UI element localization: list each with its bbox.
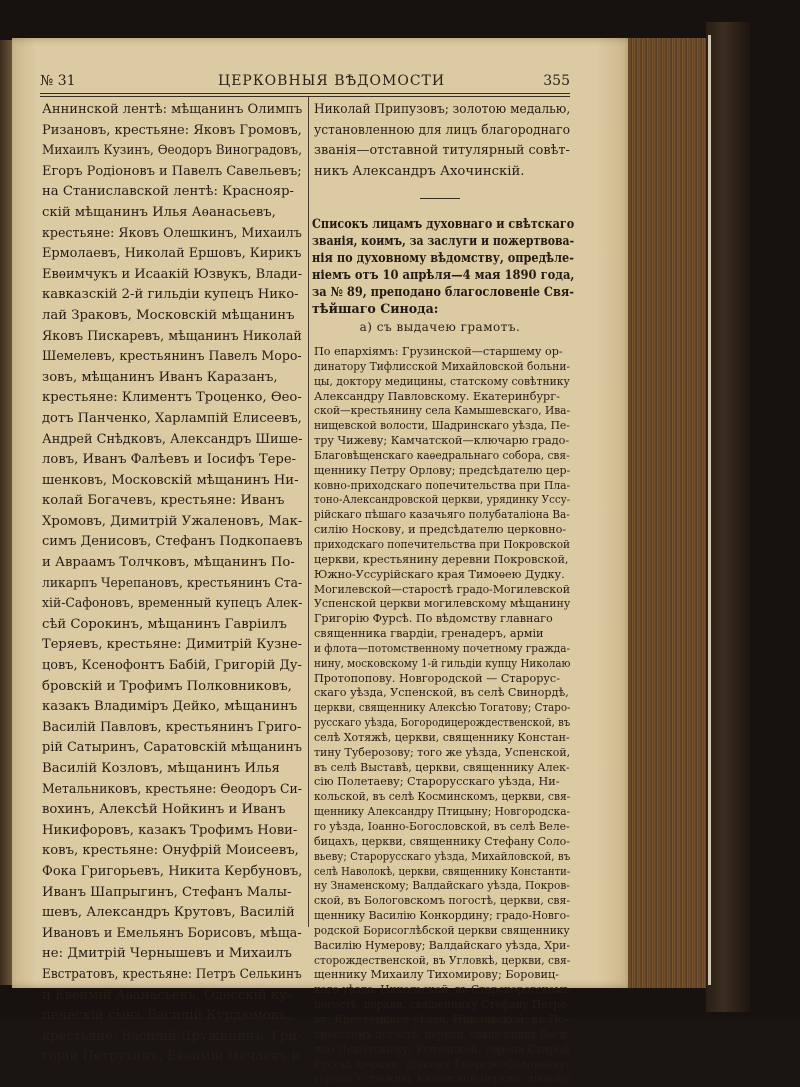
text-line: Южно-Уссурійскаго края Тимоѳею Дудку. bbox=[314, 567, 565, 581]
text-line: ковно-приходскаго попечительства при Пла- bbox=[314, 478, 571, 492]
text-line: селѣ Хотяжѣ, церкви, священнику Констан- bbox=[314, 730, 570, 744]
text-line: лію Левочскому; Успенской, города Старой bbox=[314, 1042, 570, 1056]
left-column bbox=[42, 100, 302, 1068]
text-line: Успенской церкви могилевскому мѣщанину bbox=[314, 597, 571, 611]
column-divider bbox=[308, 97, 309, 927]
text-line: погостѣ, церкви, священнику Стефану Петро- bbox=[314, 998, 570, 1012]
text-line: симъ Денисовъ, Стефанъ Подкопаевъ bbox=[42, 534, 303, 550]
text-line: Иванъ Шапрыгинъ, Стефанъ Малы- bbox=[42, 884, 292, 900]
text-line: каго уѣзда, Никольской, въ Старскорогскомъ bbox=[314, 983, 570, 997]
text-line: тру Чижеву; Камчатской—ключарю градо- bbox=[314, 434, 570, 448]
subheading: а) съ выдачею грамотъ. bbox=[359, 320, 521, 334]
text-line: Хромовъ, Димитрій Ужаленовъ, Мак- bbox=[42, 513, 302, 529]
text-line: Шемелевъ, крестьянинъ Павелъ Моро- bbox=[42, 349, 302, 365]
text-line: церкви, крестьянину деревни Покровской, bbox=[314, 552, 569, 566]
text-line: въ селѣ Выставѣ, церкви, священнику Алек- bbox=[314, 760, 570, 774]
text-line: щеннику Петру Орлову; предсѣдателю цер- bbox=[314, 463, 570, 477]
cover-highlight bbox=[708, 35, 711, 985]
text-line: тѣйшаго Синода: bbox=[312, 301, 439, 316]
text-line: тоно-Александровской церкви, урядинку Уссу- bbox=[314, 493, 571, 507]
text-line: ну Знаменскому; Валдайскаго уѣзда, Покров- bbox=[314, 879, 570, 893]
text-line: вьеву; Старорусскаго уѣзда, Михайловской, въ bbox=[314, 849, 571, 863]
text-line: вохинъ, Алексѣй Нойкинъ и Иванъ bbox=[42, 802, 286, 818]
text-line: не: Дмитрій Чернышевъ и Михаилъ bbox=[42, 946, 292, 962]
text-line: сторождественской, въ Угловкѣ, церкви, свя- bbox=[314, 953, 570, 967]
text-line: сѣй Сорокинъ, мѣщанинъ Гавріилъ bbox=[42, 616, 287, 632]
page-edges bbox=[628, 38, 710, 988]
text-line: дотъ Панченко, Харлампій Елисеевъ, bbox=[42, 410, 302, 426]
text-line: нину, московскому 1-й гильдіи купцу Николаю bbox=[314, 656, 571, 670]
text-line: динатору Тифлисской Михайловской больни- bbox=[314, 359, 570, 373]
right-column-body bbox=[314, 345, 570, 1087]
text-line: Руссы, церкви, діакону Георгію Соловьеву; bbox=[314, 1057, 570, 1071]
text-line: По епархіямъ: Грузинской—старшему ор- bbox=[314, 345, 563, 358]
text-line: приходскаго попечительства при Покровской bbox=[314, 537, 571, 551]
text-line: шенковъ, Московскій мѣщанинъ Ни- bbox=[42, 472, 299, 488]
text-line: бицахъ, церкви, священнику Стефану Соло- bbox=[314, 834, 570, 848]
text-line: ской—крестьянину села Камышевскаго, Ива- bbox=[314, 404, 570, 418]
text-line: Василію Нумерову; Валдайскаго уѣзда, Хри- bbox=[314, 938, 571, 952]
text-line: Яковъ Пискаревъ, мѣщанинъ Николай bbox=[42, 328, 302, 344]
text-line: ву; Крестецкаго уѣзда, Никольской, въ По- bbox=[314, 1012, 569, 1026]
section-rule bbox=[420, 198, 460, 199]
right-column-top bbox=[314, 100, 570, 182]
text-line: крестьяне: Василій Дружининъ, Гри- bbox=[42, 1028, 302, 1044]
text-line: Ивановъ и Емельянъ Борисовъ, мѣща- bbox=[42, 925, 302, 941]
journal-title: ЦЕРКОВНЫЯ ВѢДОМОСТИ bbox=[218, 73, 446, 89]
text-line: города Устюжны, Казанской церкви, діакону bbox=[314, 1072, 570, 1086]
text-line: Метальниковъ, крестьяне: Ѳеодоръ Си- bbox=[42, 781, 302, 797]
text-line: и Евѳимій Аѳанасьевъ, Одесскій ку- bbox=[42, 987, 292, 1003]
text-line: шевъ, Александръ Крутовъ, Василій bbox=[42, 905, 295, 921]
text-line: нищевской волости, Шадринскаго уѣзда, Пе- bbox=[314, 419, 570, 433]
issue-number: № 31 bbox=[40, 73, 76, 89]
text-line: Ризановъ, крестьяне: Яковъ Громовъ, bbox=[42, 122, 302, 138]
text-line: бровскій и Трофимъ Полковниковъ, bbox=[42, 678, 292, 694]
text-line: кольской, въ селѣ Косминскомъ, церкви, свя- bbox=[314, 790, 571, 804]
text-line: Ермолаевъ, Николай Ершовъ, Кирикъ bbox=[42, 246, 302, 262]
text-line: русскаго уѣзда, Богородицерождественской, въ bbox=[314, 716, 570, 730]
text-line: крестьяне: Климентъ Троценко, Ѳео- bbox=[42, 390, 302, 406]
text-line: званія, коимъ, за заслуги и пожертвова- bbox=[312, 233, 575, 248]
text-line: кровскомъ погостѣ, церкви, священнику Васи- bbox=[314, 1027, 570, 1041]
text-line: горій Петрухинъ, Евѳимій Нечаевъ и bbox=[42, 1049, 301, 1065]
text-line: Могилевской—старостѣ градо-Могилевской bbox=[314, 582, 570, 596]
text-line: рійскаго пѣшаго казачьяго полубаталіона Ва- bbox=[314, 508, 570, 522]
text-line: Николай Припузовъ; золотою медалью, bbox=[314, 102, 571, 117]
text-line: Благовѣщенскаго каѳедральнаго собора, свя- bbox=[314, 448, 570, 462]
text-line: за № 89, преподано благословеніе Свя- bbox=[312, 284, 574, 299]
text-line: рій Сатыринъ, Саратовскій мѣщанинъ bbox=[42, 740, 303, 756]
text-line: скаго уѣзда, Успенской, въ селѣ Свинордѣ, bbox=[314, 686, 569, 700]
text-line: сію Полетаеву; Старорусскаго уѣзда, Ни- bbox=[314, 775, 560, 789]
text-line: нія по духовному вѣдомству, опредѣле- bbox=[312, 250, 574, 265]
running-header bbox=[40, 73, 570, 91]
text-line: званія—отставной титулярный совѣт- bbox=[314, 143, 570, 159]
text-line: Аннинской лентѣ: мѣщанинъ Олимпъ bbox=[42, 102, 303, 117]
text-line: и флота—потомственному почетному гражда- bbox=[314, 641, 570, 655]
text-line: Михаилъ Кузинъ, Ѳеодоръ Виноградовъ, bbox=[42, 143, 302, 159]
text-line: Василій Павловъ, крестьянинъ Григо- bbox=[42, 719, 302, 735]
text-line: зовъ, мѣщанинъ Иванъ Каразанъ, bbox=[42, 369, 278, 385]
text-line: Евстратовъ, крестьяне: Петръ Селькинъ bbox=[42, 966, 302, 982]
book-cover-edge bbox=[706, 22, 750, 1012]
text-line: и Авраамъ Толчковъ, мѣщанинъ По- bbox=[42, 555, 295, 571]
text-line: щеннику Михаилу Тихомирову; Боровиц- bbox=[314, 968, 559, 982]
text-line: Григорію Фурсѣ. По вѣдомству главнаго bbox=[314, 612, 553, 626]
text-line: ской, въ Бологовскомъ погостѣ, церкви, свя- bbox=[314, 894, 571, 908]
text-line: цовъ, Ксенофонтъ Бабій, Григорій Ду- bbox=[42, 658, 302, 674]
text-line: на Станиславской лентѣ: Краснояр- bbox=[42, 184, 294, 200]
text-line: кавказскій 2-й гильдіи купецъ Нико- bbox=[42, 287, 299, 303]
text-line: ликарпъ Черепановъ, крестьянинъ Ста- bbox=[42, 575, 302, 591]
text-line: тину Туберозову; того же уѣзда, Успенской, bbox=[314, 745, 570, 759]
text-line: колай Богачевъ, крестьяне: Иванъ bbox=[42, 493, 285, 509]
text-line: скій мѣщанинъ Илья Аѳанасьевъ, bbox=[42, 204, 276, 220]
text-line: лай Зраковъ, Московскій мѣщанинъ bbox=[42, 307, 295, 323]
text-line: цы, доктору медицины, статскому совѣтнику bbox=[314, 374, 570, 388]
text-line: Списокъ лицамъ духовнаго и свѣтскаго bbox=[312, 216, 574, 231]
header-rule bbox=[40, 93, 570, 97]
text-line: ловъ, Иванъ Фалѣевъ и Іосифъ Тере- bbox=[42, 452, 297, 468]
text-line: щеннику Василію Конкордину; градо-Новго- bbox=[314, 909, 570, 923]
text-line: печескій сынъ Василій Курдюмовъ, bbox=[42, 1008, 291, 1024]
text-line: Александру Павловскому. Екатеринбург- bbox=[314, 389, 560, 403]
list-heading bbox=[312, 215, 574, 317]
text-line: ніемъ отъ 10 апрѣля—4 мая 1890 года, bbox=[312, 267, 575, 282]
text-line: силію Носкову, и предсѣдателю церковно- bbox=[314, 523, 567, 537]
text-line: крестьяне: Яковъ Олешкинъ, Михаилъ bbox=[42, 225, 302, 241]
text-line: священника гвардіи, гренадеръ, арміи bbox=[314, 627, 544, 641]
text-line: го уѣзда, Іоанно-Богословской, въ селѣ Веле- bbox=[314, 820, 570, 833]
text-line: Протопопову. Новгородской — Старорус- bbox=[314, 671, 560, 685]
page-number: 355 bbox=[543, 73, 570, 89]
text-line: хій-Сафоновъ, временный купецъ Алек- bbox=[42, 596, 303, 612]
text-line: установленною для лицъ благороднаго bbox=[314, 122, 570, 138]
text-line: селѣ Наволокѣ, церкви, священнику Константи- bbox=[314, 864, 570, 878]
text-line: Никифоровъ, казакъ Трофимъ Нови- bbox=[42, 822, 298, 838]
text-line: родской Борисоглѣбской церкви священнику bbox=[314, 923, 570, 937]
text-line: ковъ, крестьяне: Онуфрій Моисеевъ, bbox=[42, 843, 299, 859]
text-line: Евѳимчукъ и Исаакій Юзвукъ, Влади- bbox=[42, 266, 303, 282]
text-line: Василій Козловъ, мѣщанинъ Илья bbox=[42, 761, 280, 776]
text-line: Теряевъ, крестьяне: Димитрій Кузне- bbox=[42, 637, 303, 653]
text-line: Егоръ Родіоновъ и Павелъ Савельевъ; bbox=[42, 163, 302, 179]
text-line: казакъ Владиміръ Дейко, мѣщанинъ bbox=[42, 699, 298, 715]
text-line: Андрей Снѣдковъ, Александръ Шише- bbox=[42, 431, 303, 447]
facing-page-edge bbox=[0, 40, 12, 985]
text-line: Фока Григорьевъ, Никита Кербуновъ, bbox=[42, 863, 303, 879]
text-line: церкви, священнику Алексѣю Тогатову; Старо- bbox=[314, 701, 571, 715]
text-line: никъ Александръ Ахочинскій. bbox=[314, 163, 525, 179]
text-line: щеннику Александру Птицыну; Новгородска- bbox=[314, 805, 571, 819]
